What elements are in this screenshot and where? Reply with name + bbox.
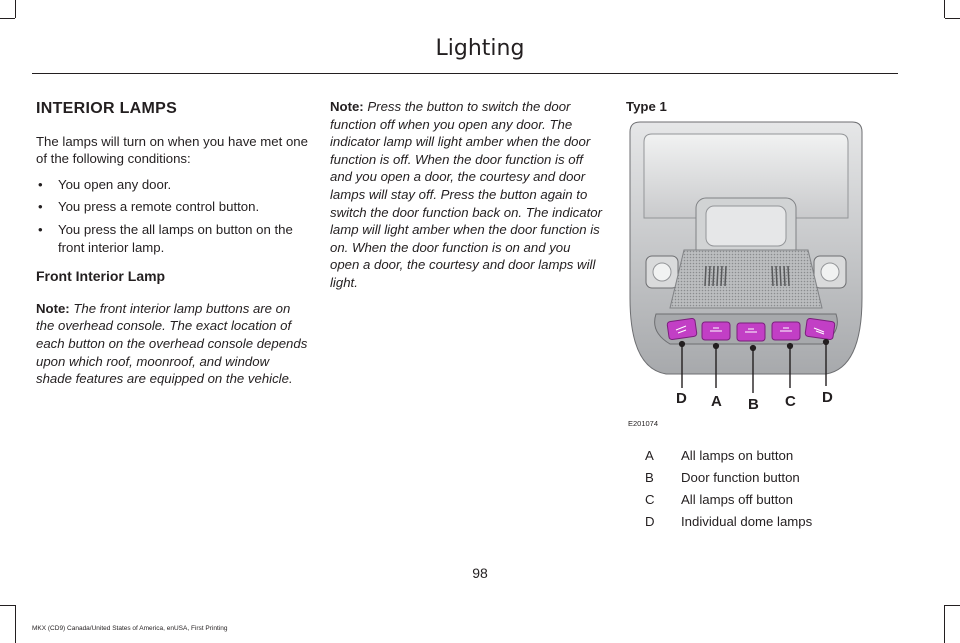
legend-label: All lamps on button [681,447,794,463]
callout-label-c: C [785,393,796,410]
page-title: Lighting [435,36,525,61]
figure-legend [645,444,885,532]
legend-row [645,510,885,532]
bullet-icon: • [38,221,43,237]
list-item-text: You press a remote control button. [58,199,260,215]
legend-key: D [645,513,655,529]
bullet-icon: • [38,199,43,215]
legend-label: Individual dome lamps [681,513,813,529]
legend-label: All lamps off button [681,491,793,507]
note-label: Note: [36,300,70,316]
overhead-console-figure [626,118,866,430]
header-divider [32,73,898,74]
right-column [626,98,898,116]
footer-text: MKX (CD9) Canada/United States of America, enUSA, First Printing [32,625,228,632]
intro-paragraph: The lamps will turn on when you have met one of the following conditions: [36,133,308,167]
list-item-text: You press the all lamps on button on the front interior lamp. [58,221,293,255]
list-item [36,198,308,216]
dome-lamp-right-button [805,318,835,340]
legend-key: A [645,447,654,463]
dome-lamp-left-button [667,318,697,340]
crop-mark [15,0,16,18]
list-item [36,176,308,194]
legend-label: Door function button [681,469,800,485]
legend-key: C [645,491,655,507]
callout-label-a: A [711,393,722,410]
crop-mark [15,605,16,643]
note-paragraph [330,98,602,292]
overhead-console-illustration [626,118,866,430]
callout-label-d-right: D [822,389,833,406]
note-text: The front interior lamp buttons are on the overhead console. The exact location of each button on the overhead console depends upon which roof, moonroof, and window shade features are equipped on the vehicle. [36,300,308,387]
crop-mark [944,605,945,643]
section-heading: INTERIOR LAMPS [36,100,178,117]
conditions-list [36,176,308,256]
list-item [36,221,308,256]
note-text: Press the button to switch the door function off when you open any door. The indicator lamp will light amber when the door function is off. When the door function is off and you open a door, the courtesy and door lamps will stay off. Press the button again to switch the door function back on. The indicator lamp will light amber when the door function is on. When the door function is on and you open a door, the courtesy and door lamps will light. [330,99,602,290]
crop-mark [945,605,960,606]
crop-mark [0,605,15,606]
crop-mark [944,0,945,18]
legend-row [645,444,885,466]
figure-type-label: Type 1 [626,99,667,114]
callout-label-d-left: D [676,390,687,407]
figure-code: E201074 [628,419,659,428]
legend-key: B [645,469,654,485]
note-label: Note: [330,99,364,114]
crop-mark [0,18,15,19]
note-paragraph [36,300,308,388]
crop-mark [945,18,960,19]
callout-label-b: B [748,396,759,413]
middle-column [330,98,602,300]
list-item-text: You open any door. [58,176,172,192]
page-number: 98 [472,565,488,581]
subsection-heading: Front Interior Lamp [36,268,166,285]
bullet-icon: • [38,176,43,192]
legend-row [645,466,885,488]
left-column [36,100,308,396]
legend-row [645,488,885,510]
